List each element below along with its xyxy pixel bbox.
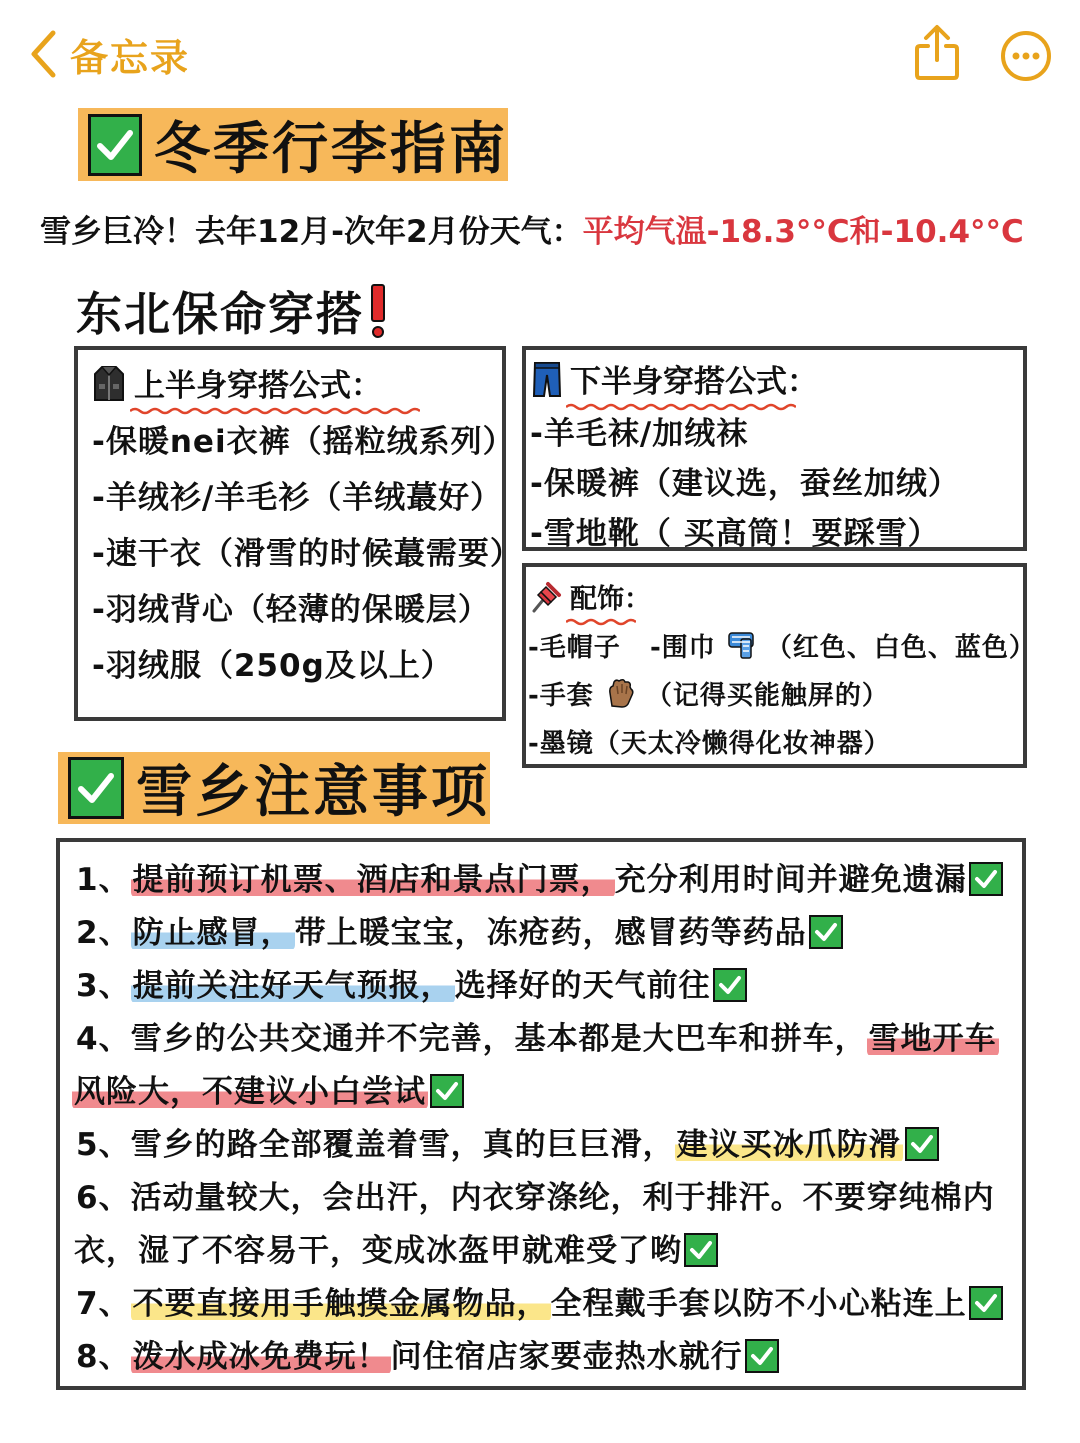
note-highlight: 泼水成冰免费玩！ xyxy=(132,1339,389,1375)
upper-body-title: 上半身穿搭公式： xyxy=(134,360,382,405)
note-item: 8、泼水成冰免费玩！问住宿店家要壶热水就行 xyxy=(76,1337,779,1377)
share-icon xyxy=(912,24,962,82)
back-label: 备忘录 xyxy=(70,35,191,80)
exclamation-icon xyxy=(370,284,386,338)
page-title-bar xyxy=(78,108,508,181)
back-button[interactable] xyxy=(28,28,190,80)
check-icon xyxy=(809,915,843,949)
accessory-gloves-line xyxy=(528,675,889,712)
note-item-continued xyxy=(72,1072,464,1112)
lower-body-header xyxy=(532,356,818,401)
check-icon xyxy=(713,968,747,1002)
note-item: 7、不要直接用手触摸金属物品，全程戴手套以防不小心粘连上 xyxy=(76,1284,1003,1324)
outfit-heading xyxy=(76,278,386,344)
note-item: 5、雪乡的路全部覆盖着雪，真的巨巨滑，建议买冰爪防滑 xyxy=(76,1125,939,1165)
chevron-left-icon xyxy=(28,29,58,79)
check-icon xyxy=(430,1074,464,1108)
upper-body-header xyxy=(92,360,382,405)
lower-body-title: 下半身穿搭公式： xyxy=(570,356,818,401)
accessory-gloves: -手套 xyxy=(528,681,594,711)
glove-icon xyxy=(604,678,636,708)
share-button[interactable] xyxy=(912,24,962,82)
note-highlight: 雪地开车 xyxy=(868,1021,997,1057)
wavy-underline xyxy=(130,407,420,415)
note-highlight: 建议买冰爪防滑 xyxy=(676,1127,901,1163)
weather-line xyxy=(40,206,1050,251)
check-mark-icon xyxy=(88,114,142,176)
check-icon xyxy=(969,862,1003,896)
upper-item: -羊绒衫/羊毛衫（羊绒蕞好） xyxy=(92,480,503,516)
upper-item: -羽绒背心（轻薄的保暖层） xyxy=(92,592,490,628)
note-item: 6、活动量较大，会出汗，内衣穿涤纶，利于排汗。不要穿纯棉内 xyxy=(76,1180,995,1216)
lower-item: -雪地靴（ 买高筒！要踩雪） xyxy=(530,516,940,552)
jeans-icon xyxy=(532,361,562,397)
scarf-icon xyxy=(726,630,756,660)
note-item: 3、提前关注好天气预报，选择好的天气前往 xyxy=(76,966,747,1006)
weather-temperature: 平均气温-18.3°°C和-10.4°°C xyxy=(582,214,1024,250)
page-title: 冬季行李指南 xyxy=(154,116,508,182)
coat-icon xyxy=(92,364,126,402)
accessory-scarf-note: （红色、白色、蓝色） xyxy=(765,633,1036,663)
note-highlight: 不要直接用手触摸金属物品， xyxy=(132,1286,549,1322)
check-icon xyxy=(684,1233,718,1267)
note-item: 4、雪乡的公共交通并不完善，基本都是大巴车和拼车，雪地开车 xyxy=(76,1021,997,1057)
outfit-heading-text: 东北保命穿搭 xyxy=(76,287,364,341)
note-item-continued: 衣，湿了不容易干，变成冰盔甲就难受了哟 xyxy=(74,1231,718,1271)
wavy-underline xyxy=(566,618,636,626)
upper-item: -速干衣（滑雪的时候蕞需要） xyxy=(92,536,522,572)
note-highlight: 提前关注好天气预报， xyxy=(132,968,453,1004)
lower-item: -保暖裤（建议选，蚕丝加绒） xyxy=(530,466,960,502)
check-icon xyxy=(969,1286,1003,1320)
notes-title-bar xyxy=(58,752,490,824)
note-item: 2、防止感冒，带上暖宝宝，冻疮药，感冒药等药品 xyxy=(76,913,843,953)
note-highlight: 防止感冒， xyxy=(132,915,293,951)
accessories-header xyxy=(530,577,651,616)
accessories-box xyxy=(522,563,1036,768)
check-mark-icon xyxy=(68,757,124,819)
upper-body-box xyxy=(74,346,522,721)
note-item: 1、提前预订机票、酒店和景点门票，充分利用时间并避免遗漏 xyxy=(76,860,1003,900)
note-highlight: 风险大，不建议小白尝试 xyxy=(74,1074,426,1110)
notes-box xyxy=(56,838,1026,1390)
accessory-scarf-line xyxy=(650,627,1036,664)
accessories-title: 配饰： xyxy=(570,577,651,616)
pushpin-icon xyxy=(530,581,562,613)
accessory-glasses: -墨镜（天太冷懒得化妆神器） xyxy=(528,729,891,759)
upper-item: -羽绒服（250g及以上） xyxy=(92,648,453,684)
lower-body-box xyxy=(522,346,1027,551)
check-icon xyxy=(905,1127,939,1161)
accessory-scarf: -围巾 xyxy=(650,633,716,663)
accessory-hat: -毛帽子 xyxy=(528,633,621,663)
upper-item: -保暖nei衣裤（摇粒绒系列） xyxy=(92,424,515,460)
notes-title: 雪乡注意事项 xyxy=(136,760,490,825)
note-highlight: 提前预订机票、酒店和景点门票， xyxy=(132,862,613,898)
check-icon xyxy=(745,1339,779,1373)
more-button[interactable] xyxy=(1000,30,1052,82)
more-icon xyxy=(1000,30,1052,82)
lower-item: -羊毛袜/加绒袜 xyxy=(530,416,749,452)
top-nav xyxy=(0,0,1080,105)
accessory-gloves-note: （记得买能触屏的） xyxy=(645,681,889,711)
weather-prefix: 雪乡巨冷！去年12月-次年2月份天气： xyxy=(40,214,583,250)
